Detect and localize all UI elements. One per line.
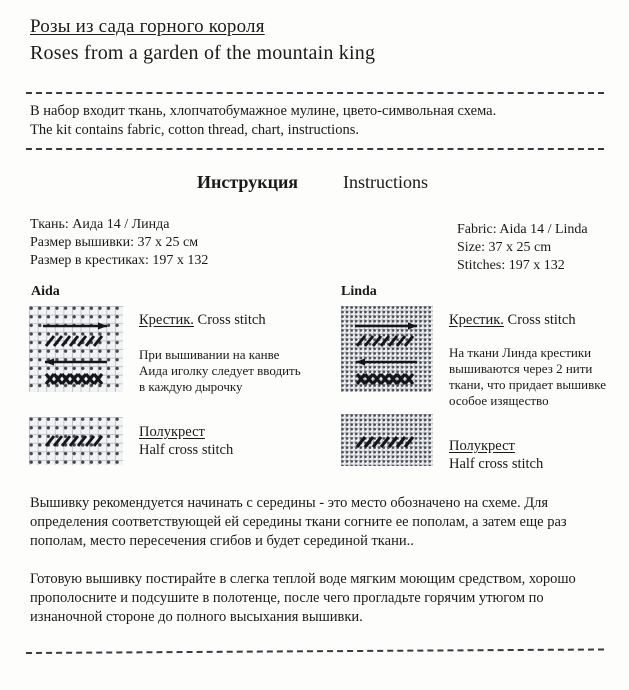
note-aida [139, 347, 301, 395]
term-linda-half-ru: Полукрест [449, 438, 515, 454]
spec-stitches-ru: Размер в крестиках: 197 x 132 [30, 253, 209, 268]
term-linda-half-en: Half cross stitch [449, 456, 544, 472]
swatch-aida-cross-stitch [29, 306, 123, 392]
fabric-label-linda: Linda [341, 284, 377, 299]
note-linda-line-4: особое изящество [449, 393, 549, 408]
term-linda-cross-en: Cross stitch [507, 312, 576, 328]
half-cross-diagram-linda [341, 414, 433, 466]
divider-middle [26, 148, 604, 150]
caption-aida-cross-stitch [139, 312, 266, 329]
cross-stitch-diagram-aida [29, 306, 123, 392]
note-aida-line-3: в каждую дырочку [139, 379, 243, 394]
kit-contents-en: The kit contains fabric, cotton thread, chart, instructions. [30, 122, 359, 138]
divider-top [26, 92, 604, 94]
spec-stitches-en: Stitches: 197 x 132 [457, 258, 565, 273]
footer-paragraph-washing: Готовую вышивку постирайте в слегка теплой воде мягким моющим средством, хорошо прополосните и подсушите в полотенце, после чего прогладьте горячим утюгом по изнаночной стороне до полного высыхания вышивки. [30, 571, 576, 625]
spec-fabric-en: Fabric: Aida 14 / Linda [457, 222, 588, 237]
note-linda [449, 345, 606, 409]
divider-bottom [26, 648, 604, 654]
swatch-linda-cross-stitch [341, 306, 433, 392]
term-aida-cross-ru: Крестик. [139, 312, 194, 328]
note-linda-line-1: На ткани Линда крестики [449, 345, 592, 360]
caption-linda-cross-stitch [449, 312, 576, 329]
section-heading-ru: Инструкция [197, 172, 299, 192]
spec-fabric-ru: Ткань: Аида 14 / Линда [30, 217, 170, 232]
swatch-linda-half-cross [341, 414, 433, 466]
term-aida-half-en: Half cross stitch [139, 442, 234, 458]
spec-size-en: Size: 37 x 25 cm [457, 240, 552, 255]
note-linda-line-2: вышиваются через 2 нити [449, 361, 593, 376]
page-title-ru: Розы из сада горного короля [30, 16, 265, 37]
cross-stitch-diagram-linda [341, 306, 433, 392]
fabric-label-aida: Aida [31, 284, 60, 299]
specs-en [457, 221, 588, 275]
footer-paragraph-starting: Вышивку рекомендуется начинать с середины - это место обозначено на схеме. Для определения соответствующей ей середины ткани согните ее пополам, а затем еще раз пополам, место пересечения сгибов и будет серединой ткани.. [30, 495, 567, 549]
specs-ru [30, 216, 208, 270]
kit-contents-ru: В набор входит ткань, хлопчатобумажное мулине, цвето-символьная схема. [30, 103, 497, 119]
section-heading-en: Instructions [343, 172, 428, 192]
page-title-en: Roses from a garden of the mountain king [30, 42, 376, 64]
half-cross-diagram-aida [29, 417, 123, 465]
swatch-aida-half-cross [29, 417, 123, 465]
note-aida-line-1: При вышивании на канве [139, 347, 280, 362]
spec-size-ru: Размер вышивки: 37 x 25 см [30, 235, 199, 250]
caption-aida-half-cross [139, 424, 233, 459]
caption-linda-half-cross [449, 438, 543, 473]
term-aida-half-ru: Полукрест [139, 424, 205, 440]
note-aida-line-2: Аида иголку следует вводить [139, 363, 301, 378]
term-aida-cross-en: Cross stitch [197, 312, 266, 328]
note-linda-line-3: ткани, что придает вышивке [449, 377, 607, 392]
term-linda-cross-ru: Крестик. [449, 312, 504, 328]
